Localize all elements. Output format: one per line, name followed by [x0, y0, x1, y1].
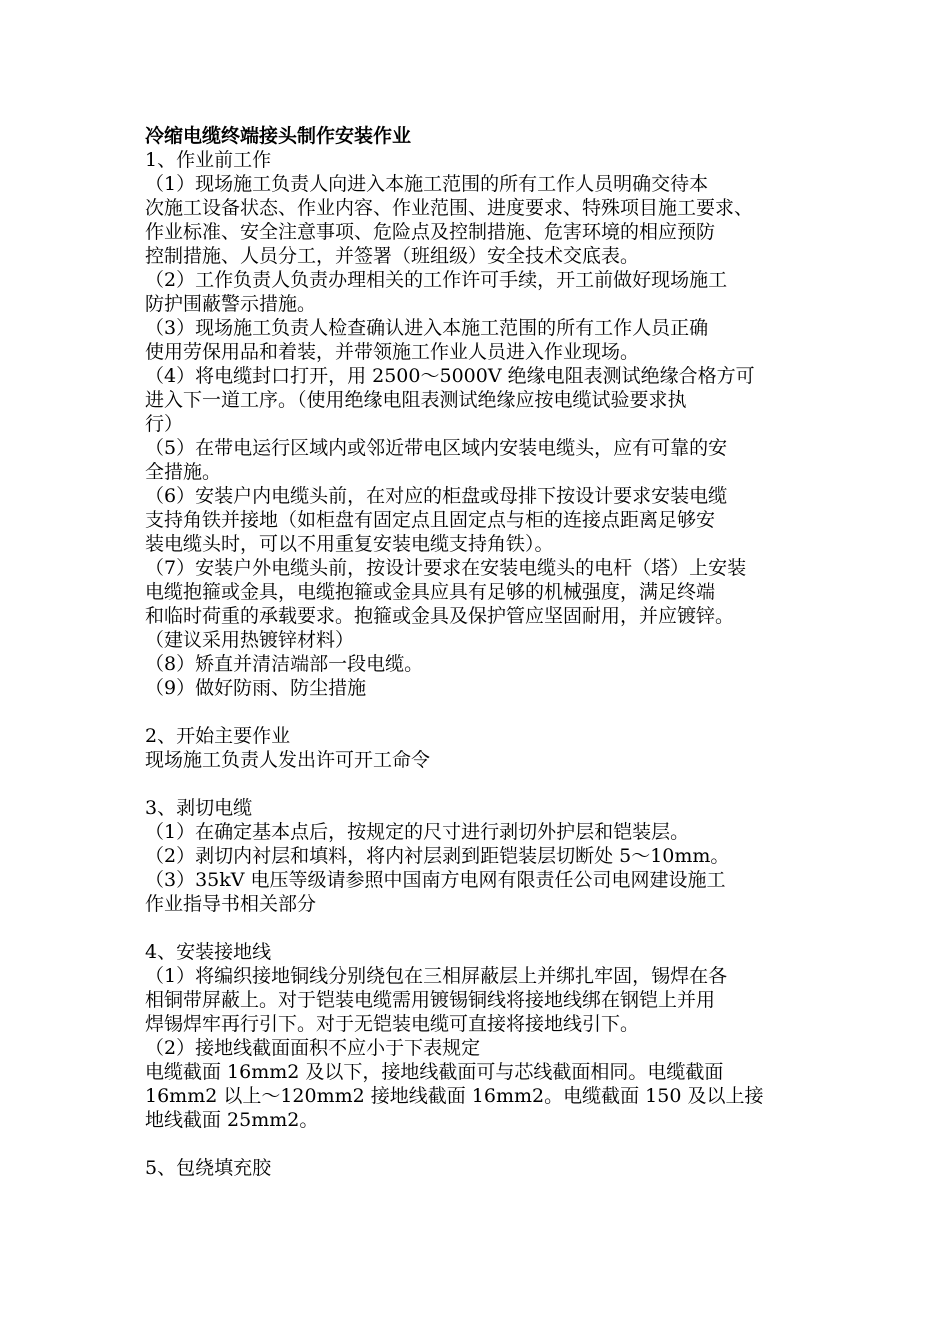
text-line: 支持角铁并接地（如柜盘有固定点且固定点与柜的连接点距离足够安: [145, 509, 716, 531]
text-line: 行）: [145, 413, 184, 435]
section-heading: 2、开始主要作业: [145, 725, 291, 747]
text-line: （5）在带电运行区域内或邻近带电区域内安装电缆头，应有可靠的安: [145, 437, 728, 459]
text-line: 和临时荷重的承载要求。抱箍或金具及保护管应坚固耐用，并应镀锌。: [145, 605, 735, 627]
text-line: （1）在确定基本点后，按规定的尺寸进行剥切外护层和铠装层。: [145, 821, 690, 843]
text-line: 次施工设备状态、作业内容、作业范围、进度要求、特殊项目施工要求、: [145, 197, 754, 219]
document-lines: [145, 148, 825, 1180]
text-line: （1）现场施工负责人向进入本施工范围的所有工作人员明确交待本: [145, 173, 709, 195]
blank-line: [145, 916, 825, 940]
text-line: 电缆截面 16mm2 及以下，接地线截面可与芯线截面相同。电缆截面: [145, 1061, 724, 1083]
text-line: 16mm2 以上～120mm2 接地线截面 16mm2。电缆截面 150 及以上接: [145, 1085, 764, 1107]
section-heading: 4、安装接地线: [145, 941, 272, 963]
text-line: （9）做好防雨、防尘措施: [145, 677, 367, 699]
text-line: （3）35kV 电压等级请参照中国南方电网有限责任公司电网建设施工: [145, 869, 726, 891]
text-line: （8）矫直并清洁端部一段电缆。: [145, 653, 424, 675]
text-line: 现场施工负责人发出许可开工命令: [145, 749, 431, 771]
blank-line: [145, 772, 825, 796]
text-line: 全措施。: [145, 461, 222, 483]
text-line: 控制措施、人员分工，并签署（班组级）安全技术交底表。: [145, 245, 640, 267]
text-line: （2）剥切内衬层和填料，将内衬层剥到距铠装层切断处 5～10mm。: [145, 845, 730, 867]
text-line: 防护围蔽警示措施。: [145, 293, 317, 315]
section-heading: 3、剥切电缆: [145, 797, 253, 819]
blank-line: [145, 700, 825, 724]
text-line: 地线截面 25mm2。: [145, 1109, 319, 1131]
document-title: 冷缩电缆终端接头制作安装作业: [145, 125, 412, 147]
text-line: 焊锡焊牢再行引下。对于无铠装电缆可直接将接地线引下。: [145, 1013, 640, 1035]
text-line: （6）安装户内电缆头前，在对应的柜盘或母排下按设计要求安装电缆: [145, 485, 728, 507]
blank-line: [145, 1132, 825, 1156]
text-line: （1）将编织接地铜线分别绕包在三相屏蔽层上并绑扎牢固，锡焊在各: [145, 965, 728, 987]
text-line: 使用劳保用品和着装，并带领施工作业人员进入作业现场。: [145, 341, 640, 363]
text-line: （4）将电缆封口打开，用 2500～5000V 绝缘电阻表测试绝缘合格方可: [145, 365, 755, 387]
document-body: [145, 124, 825, 1180]
text-line: 作业指导书相关部分: [145, 893, 317, 915]
text-line: （建议采用热镀锌材料）: [145, 629, 355, 651]
text-line: 进入下一道工序。（使用绝缘电阻表测试绝缘应按电缆试验要求执: [145, 389, 687, 411]
text-line: （2）接地线截面面积不应小于下表规定: [145, 1037, 481, 1059]
text-line: 作业标准、安全注意事项、危险点及控制措施、危害环境的相应预防: [145, 221, 716, 243]
text-line: 装电缆头时，可以不用重复安装电缆支持角铁）。: [145, 533, 554, 555]
text-line: （2）工作负责人负责办理相关的工作许可手续，开工前做好现场施工: [145, 269, 728, 291]
text-line: 1、作业前工作: [145, 149, 272, 171]
text-line: 电缆抱箍或金具，电缆抱箍或金具应具有足够的机械强度，满足终端: [145, 581, 716, 603]
text-line: （3）现场施工负责人检查确认进入本施工范围的所有工作人员正确: [145, 317, 709, 339]
text-line: 相铜带屏蔽上。对于铠装电缆需用镀锡铜线将接地线绑在钢铠上并用: [145, 989, 716, 1011]
section-heading: 5、包绕填充胶: [145, 1157, 272, 1179]
text-line: （7）安装户外电缆头前，按设计要求在安装电缆头的电杆（塔）上安装: [145, 557, 747, 579]
